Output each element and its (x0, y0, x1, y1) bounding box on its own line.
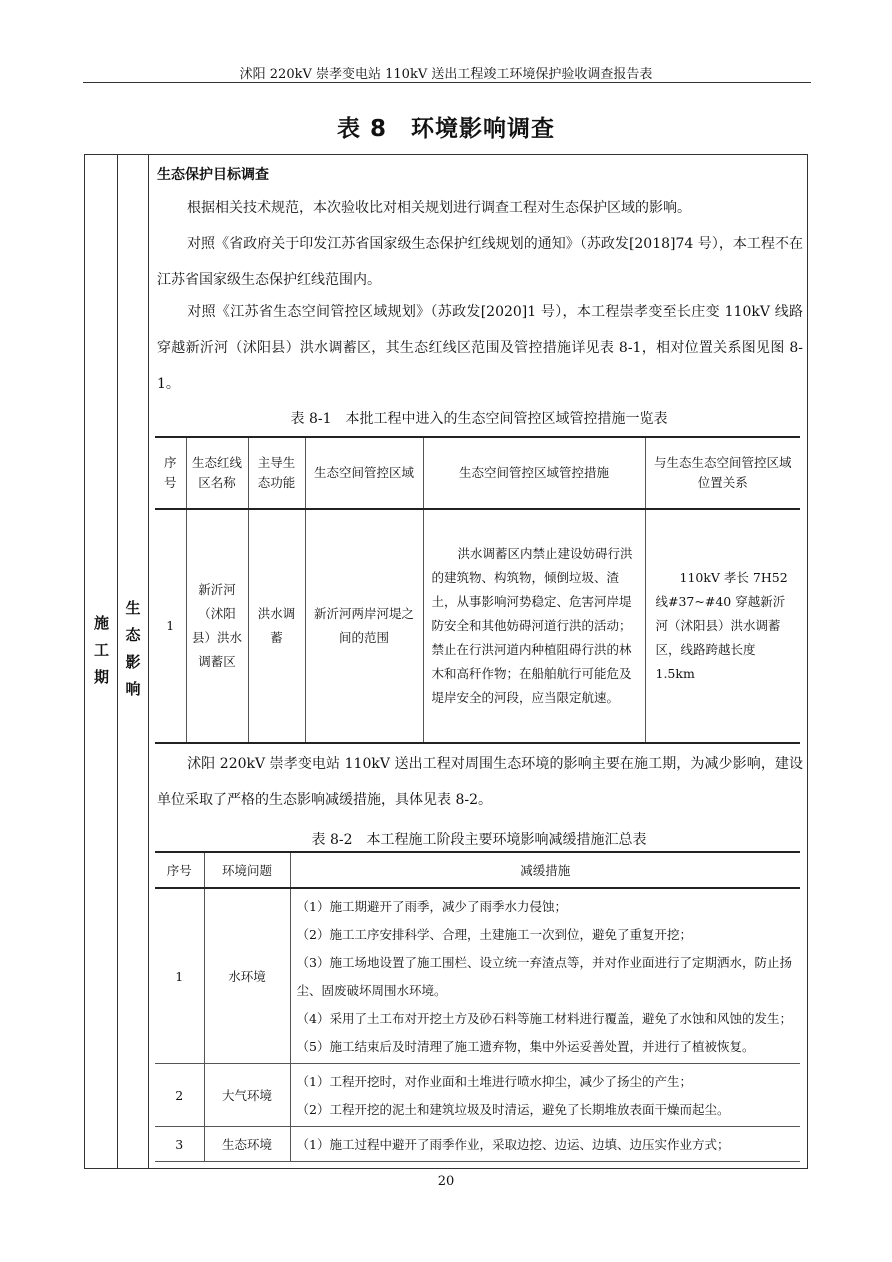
paragraph-text: 根据相关技术规范，本次验收比对相关规划进行调查工程对生态保护区域的影响。 (187, 200, 691, 216)
category-char: 影 (125, 653, 141, 671)
table2-caption: 表 8-2 本工程施工阶段主要环境影响减缓措施汇总表 (311, 832, 647, 848)
paragraph-text: 沭阳 220kV 崇孝变电站 110kV 送出工程对周围生态环境的影响主要在施工期，为减少影响，建设单位采取了严格的生态影响减缓措施，具体见表 8-2。 (157, 756, 803, 808)
table-header-row (155, 852, 800, 888)
issue-name: 水环境 (204, 888, 290, 1064)
eco-control-table (155, 436, 800, 744)
table1-caption: 表 8-1 本批工程中进入的生态空间管控区域管控措施一览表 (290, 411, 668, 427)
header-cell: 与生态生态空间管控区域位置关系 (645, 437, 800, 509)
document-header: 沭阳 220kV 崇孝变电站 110kV 送出工程竣工环境保护验收调查报告表 (239, 67, 653, 82)
row-number: 3 (155, 1127, 204, 1162)
mitigation-item: （1）施工期避开了雨季，减少了雨季水力侵蚀； (296, 899, 567, 914)
paragraph-text: 对照《江苏省生态空间管控区域规划》（苏政发[2020]1 号），本工程崇孝变至长庄变 110kV 线路穿越新沂河（沭阳县）洪水调蓄区，其生态红线区范围及管控措施详见表 8-1，相对位置关系图见图 8-1。 (157, 304, 803, 392)
paragraph-text: 对照《省政府关于印发江苏省国家级生态保护红线规划的通知》（苏政发[2018]74 号），本工程不在江苏省国家级生态保护红线范围内。 (157, 236, 803, 288)
category-char: 生 (125, 599, 141, 617)
header-cell: 序号 (155, 852, 204, 888)
mitigation-item: （1）工程开挖时，对作业面和土堆进行喷水抑尘，减少了扬尘的产生； (296, 1074, 692, 1089)
mitigation-cell (290, 1064, 800, 1127)
header-divider (83, 82, 811, 83)
mitigation-cell (290, 888, 800, 1064)
position-relation-text: 110kV 孝长 7H52 线#37~#40 穿越新沂河（沭阳县）洪水调蓄区，线路跨越长度 1.5km (655, 570, 788, 681)
category-char: 响 (125, 680, 141, 698)
period-label (86, 616, 117, 697)
control-measures-text: 洪水调蓄区内禁止建设妨碍行洪的建筑物、构筑物，倾倒垃圾、渣土，从事影响河势稳定、危害河岸堤防安全和其他妨碍河道行洪的活动；禁止在行洪河道内种植阻碍行洪的林木和高秆作物；在船舶航行可能危及堤岸安全的河段，应当限定航速。 (431, 546, 633, 705)
period-char: 期 (93, 668, 109, 686)
table-row (155, 1064, 800, 1127)
mitigation-item: （2）施工工序安排科学、合理，土建施工一次到位，避免了重复开挖； (296, 927, 692, 942)
table-row (155, 509, 800, 743)
category-char: 态 (125, 626, 141, 644)
zone-function: 洪水调蓄 (248, 509, 305, 743)
mitigation-item: （5）施工结束后及时清理了施工遗弃物，集中外运妥善处置，并进行了植被恢复。 (296, 1039, 755, 1054)
mitigation-item: （4）采用了土工布对开挖土方及砂石料等施工材料进行覆盖，避免了水蚀和风蚀的发生； (296, 1011, 792, 1026)
header-cell: 生态空间管控区域管控措施 (423, 437, 645, 509)
period-char: 工 (93, 641, 109, 659)
zone-name: 新沂河（沭阳县）洪水调蓄区 (186, 509, 248, 743)
zone-scope: 新沂河两岸河堤之间的范围 (305, 509, 423, 743)
section-title: 生态保护目标调查 (157, 167, 269, 183)
row-number: 1 (155, 888, 204, 1064)
issue-name: 大气环境 (204, 1064, 290, 1127)
table-header-row (155, 437, 800, 509)
table-row (155, 888, 800, 1064)
paragraph-3 (157, 294, 803, 402)
position-relation (645, 509, 800, 743)
mitigation-item: （2）工程开挖的泥土和建筑垃圾及时清运，避免了长期堆放表面干燥而起尘。 (296, 1102, 730, 1117)
paragraph-1 (157, 190, 803, 226)
header-cell: 主导生态功能 (248, 437, 305, 509)
mitigation-table (155, 851, 800, 1162)
paragraph-2 (157, 226, 803, 298)
mitigation-item: （3）施工场地设置了施工围栏、设立统一弃渣点等，并对作业面进行了定期洒水，防止扬尘、固废破坏周围水环境。 (296, 955, 792, 998)
header-cell: 生态红线区名称 (186, 437, 248, 509)
mitigation-item: （1）施工过程中避开了雨季作业，采取边挖、边运、边填、边压实作业方式； (296, 1137, 730, 1152)
period-char: 施 (93, 614, 109, 632)
header-cell: 序号 (155, 437, 186, 509)
control-measures (423, 509, 645, 743)
page-title: 表 8 环境影响调查 (336, 116, 555, 142)
row-number: 1 (155, 509, 186, 743)
header-cell: 减缓措施 (290, 852, 800, 888)
mitigation-cell (290, 1127, 800, 1162)
column-divider-right (148, 154, 149, 1169)
page-number: 20 (437, 1174, 455, 1189)
row-number: 2 (155, 1064, 204, 1127)
issue-name: 生态环境 (204, 1127, 290, 1162)
category-label (118, 601, 148, 709)
table-row (155, 1127, 800, 1162)
header-cell: 环境问题 (204, 852, 290, 888)
header-cell: 生态空间管控区域 (305, 437, 423, 509)
paragraph-4 (157, 746, 803, 818)
